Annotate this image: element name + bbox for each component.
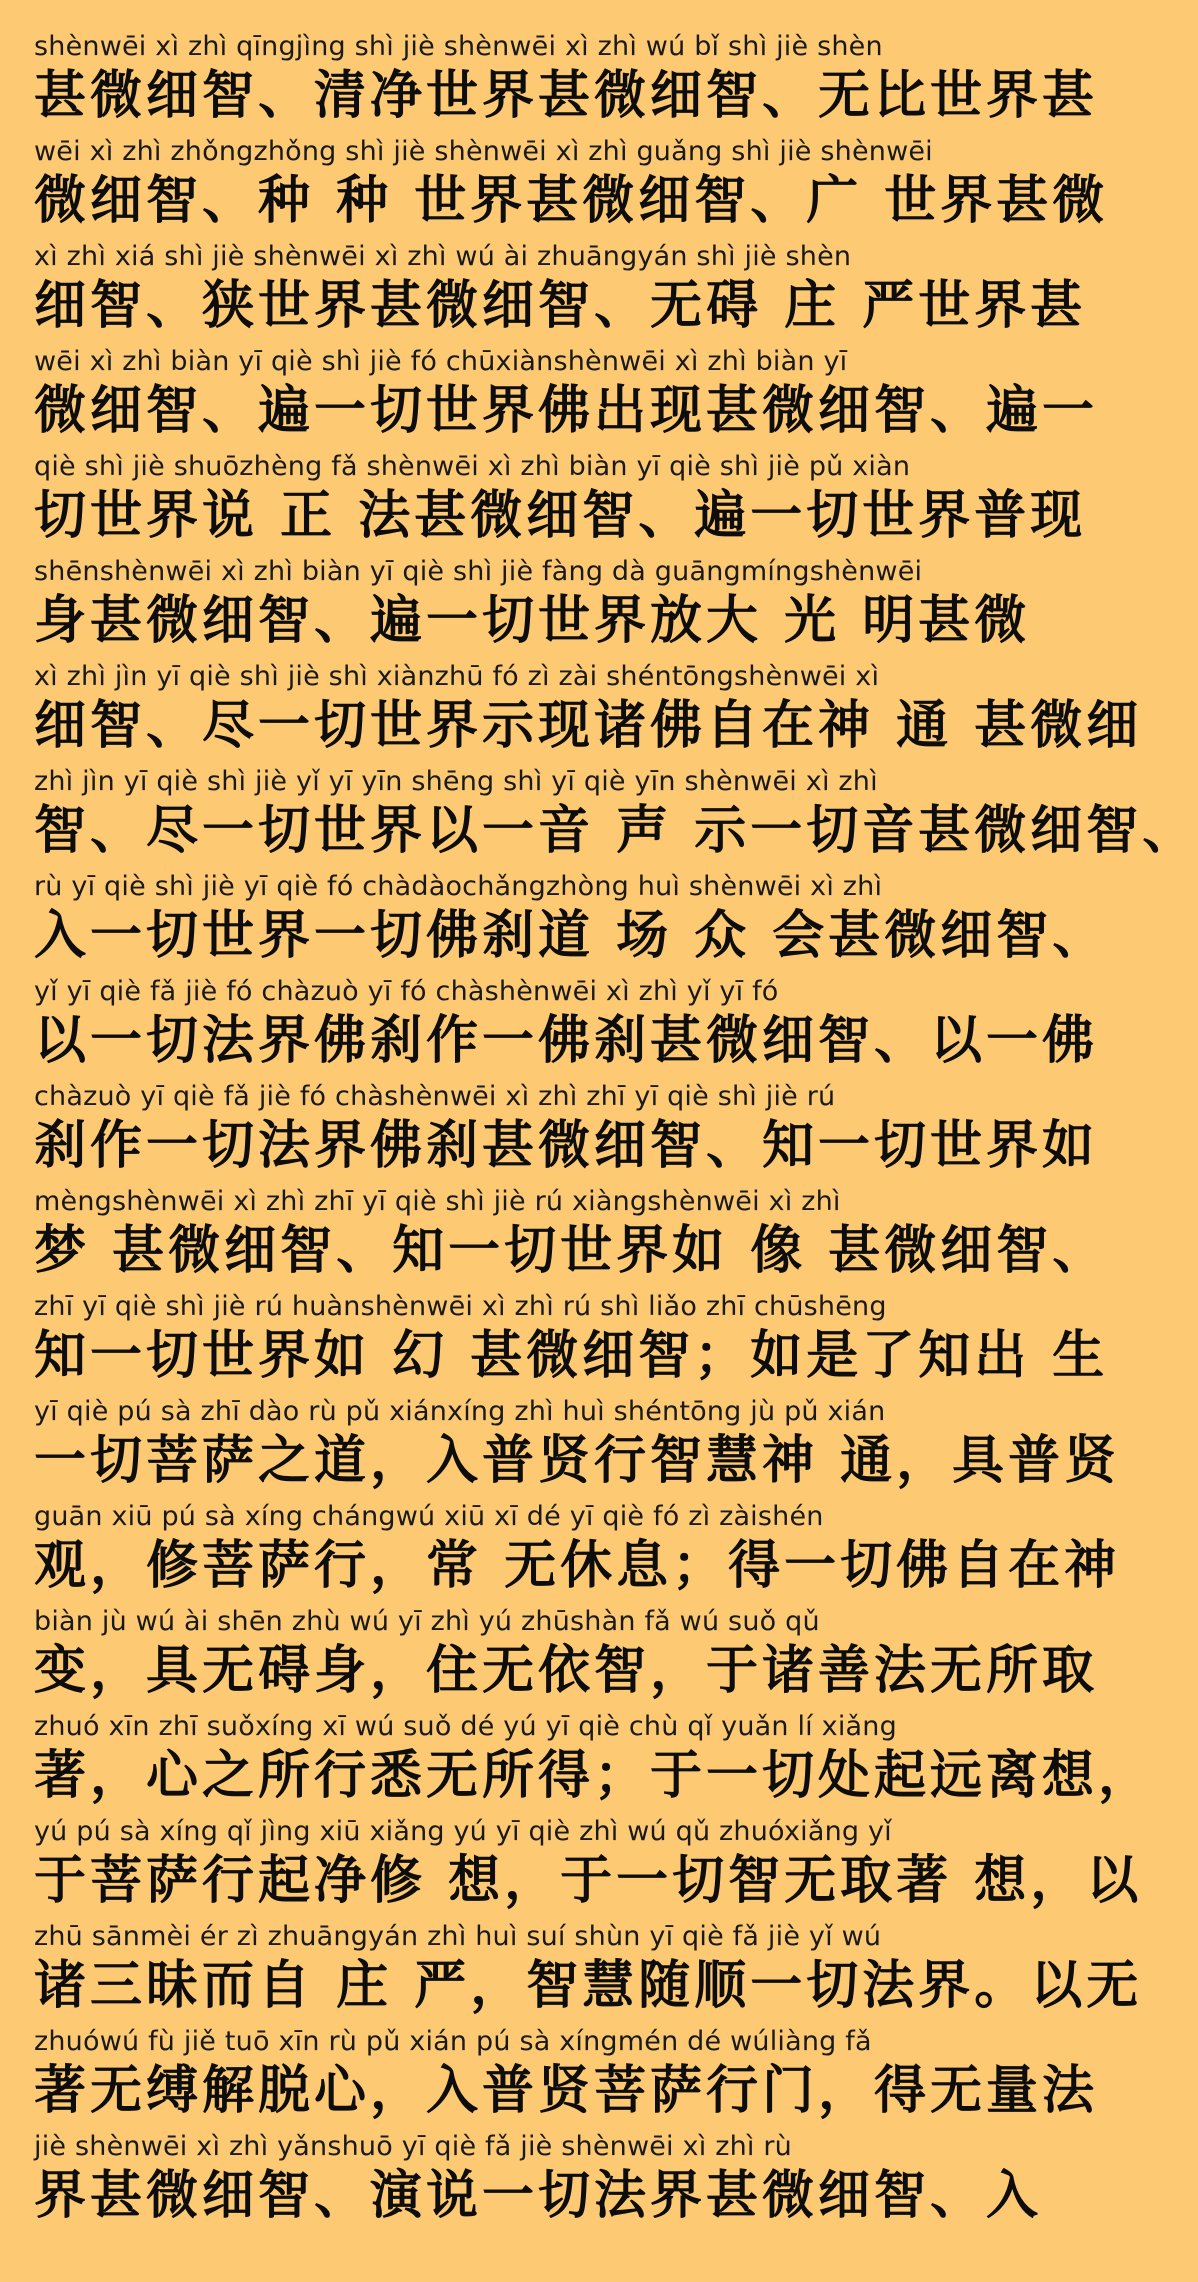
chinese-text: 刹作一切法界佛刹甚微细智、知一切世界如	[34, 1116, 1099, 1176]
text-line-6	[34, 555, 1046, 660]
pinyin-annotation: yī qiè pú sà zhī dào rù pǔ xiánxíng zhì huì shéntōng jù pǔ xián	[34, 1396, 886, 1427]
text-line-20	[34, 2025, 1099, 2130]
chinese-text: 入一切世界一切佛刹道 场 众 会甚微细智、	[34, 906, 1109, 966]
text-line-9	[34, 870, 1109, 975]
text-line-14	[34, 1395, 1121, 1500]
pinyin-annotation: zhuówú fù jiě tuō xīn rù pǔ xián pú sà xíngmén dé wúliàng fǎ	[34, 2026, 872, 2057]
chinese-text: 以一切法界佛刹作一佛刹甚微细智、以一佛	[34, 1011, 1099, 1071]
pinyin-annotation: guān xiū pú sà xíng chángwú xiū xī dé yī qiè fó zì zàishén	[34, 1501, 824, 1532]
chinese-text: 于菩萨行起净修 想，于一切智无取著 想，以	[34, 1851, 1143, 1911]
chinese-text: 界甚微细智、演说一切法界甚微细智、入	[34, 2166, 1043, 2226]
chinese-text: 智、尽一切世界以一音 声 示一切音甚微细智、	[34, 801, 1198, 861]
pinyin-annotation: zhì jìn yī qiè shì jiè yǐ yī yīn shēng shì yī qiè yīn shènwēi xì zhì	[34, 766, 878, 797]
chinese-text: 身甚微细智、遍一切世界放大 光 明甚微	[34, 591, 1031, 651]
text-line-17	[34, 1710, 1155, 1815]
chinese-text: 切世界说 正 法甚微细智、遍一切世界普现	[34, 486, 1087, 546]
chinese-text: 细智、尽一切世界示现诸佛自在神 通 甚微细	[34, 696, 1143, 756]
chinese-text: 知一切世界如 幻 甚微细智；如是了知出 生	[34, 1326, 1109, 1386]
pinyin-annotation: zhī yī qiè shì jiè rú huànshènwēi xì zhì rú shì liǎo zhī chūshēng	[34, 1291, 887, 1322]
chinese-text: 微细智、种 种 世界甚微细智、广 世界甚微	[34, 171, 1109, 231]
text-line-19	[34, 1920, 1143, 2025]
text-line-12	[34, 1185, 1109, 1290]
pinyin-annotation: jiè shènwēi xì zhì yǎnshuō yī qiè fǎ jiè shènwēi xì zhì rù	[34, 2131, 792, 2162]
chinese-text: 梦 甚微细智、知一切世界如 像 甚微细智、	[34, 1221, 1109, 1281]
text-line-11	[34, 1080, 1099, 1185]
text-line-21	[34, 2130, 1046, 2235]
chinese-text: 微细智、遍一切世界佛出现甚微细智、遍一	[34, 381, 1099, 441]
chinese-text: 细智、狭世界甚微细智、无碍 庄 严世界甚	[34, 276, 1087, 336]
text-line-7	[34, 660, 1143, 765]
text-line-16	[34, 1605, 1099, 1710]
text-line-10	[34, 975, 1099, 1080]
text-line-18	[34, 1815, 1143, 1920]
text-line-8	[34, 765, 1198, 870]
pinyin-annotation: shēnshènwēi xì zhì biàn yī qiè shì jiè fàng dà guāngmíngshènwēi	[34, 556, 923, 587]
pinyin-annotation: yǐ yī qiè fǎ jiè fó chàzuò yī fó chàshènwēi xì zhì yǐ yī fó	[34, 976, 779, 1007]
chinese-text: 诸三昧而自 庄 严，智慧随顺一切法界。以无	[34, 1956, 1143, 2016]
pinyin-annotation: shènwēi xì zhì qīngjìng shì jiè shènwēi xì zhì wú bǐ shì jiè shèn	[34, 31, 883, 62]
chinese-text: 著无缚解脱心，入普贤菩萨行门，得无量法	[34, 2061, 1099, 2121]
text-line-4	[34, 345, 1099, 450]
chinese-text: 甚微细智、清净世界甚微细智、无比世界甚	[34, 66, 1099, 126]
text-line-15	[34, 1500, 1121, 1605]
pinyin-annotation: qiè shì jiè shuōzhèng fǎ shènwēi xì zhì biàn yī qiè shì jiè pǔ xiàn	[34, 451, 911, 482]
pinyin-annotation: biàn jù wú ài shēn zhù wú yī zhì yú zhūshàn fǎ wú suǒ qǔ	[34, 1606, 820, 1637]
pinyin-annotation: xì zhì jìn yī qiè shì jiè shì xiànzhū fó zì zài shéntōngshènwēi xì	[34, 661, 880, 692]
text-line-13	[34, 1290, 1109, 1395]
pinyin-annotation: yú pú sà xíng qǐ jìng xiū xiǎng yú yī qiè zhì wú qǔ zhuóxiǎng yǐ	[34, 1816, 892, 1847]
pinyin-annotation: wēi xì zhì zhǒngzhǒng shì jiè shènwēi xì zhì guǎng shì jiè shènwēi	[34, 136, 933, 167]
pinyin-annotation: zhū sānmèi ér zì zhuāngyán zhì huì suí shùn yī qiè fǎ jiè yǐ wú	[34, 1921, 882, 1952]
pinyin-annotation: wēi xì zhì biàn yī qiè shì jiè fó chūxiànshènwēi xì zhì biàn yī	[34, 346, 848, 377]
text-line-3	[34, 240, 1087, 345]
chinese-text: 变，具无碍身，住无依智，于诸善法无所取	[34, 1641, 1099, 1701]
pinyin-annotation: mèngshènwēi xì zhì zhī yī qiè shì jiè rú xiàngshènwēi xì zhì	[34, 1186, 841, 1217]
chinese-text: 观，修菩萨行，常 无休息；得一切佛自在神	[34, 1536, 1121, 1596]
pinyin-annotation: xì zhì xiá shì jiè shènwēi xì zhì wú ài zhuāngyán shì jiè shèn	[34, 241, 852, 272]
text-line-2	[34, 135, 1109, 240]
pinyin-annotation: zhuó xīn zhī suǒxíng xī wú suǒ dé yú yī qiè chù qǐ yuǎn lí xiǎng	[34, 1711, 897, 1742]
text-line-5	[34, 450, 1087, 555]
pinyin-annotation: chàzuò yī qiè fǎ jiè fó chàshènwēi xì zhì zhī yī qiè shì jiè rú	[34, 1081, 836, 1112]
text-line-1	[34, 30, 1099, 135]
chinese-text: 著，心之所行悉无所得；于一切处起远离想，	[34, 1746, 1155, 1806]
chinese-text: 一切菩萨之道，入普贤行智慧神 通，具普贤	[34, 1431, 1121, 1491]
pinyin-annotation: rù yī qiè shì jiè yī qiè fó chàdàochǎngzhòng huì shènwēi xì zhì	[34, 871, 883, 902]
